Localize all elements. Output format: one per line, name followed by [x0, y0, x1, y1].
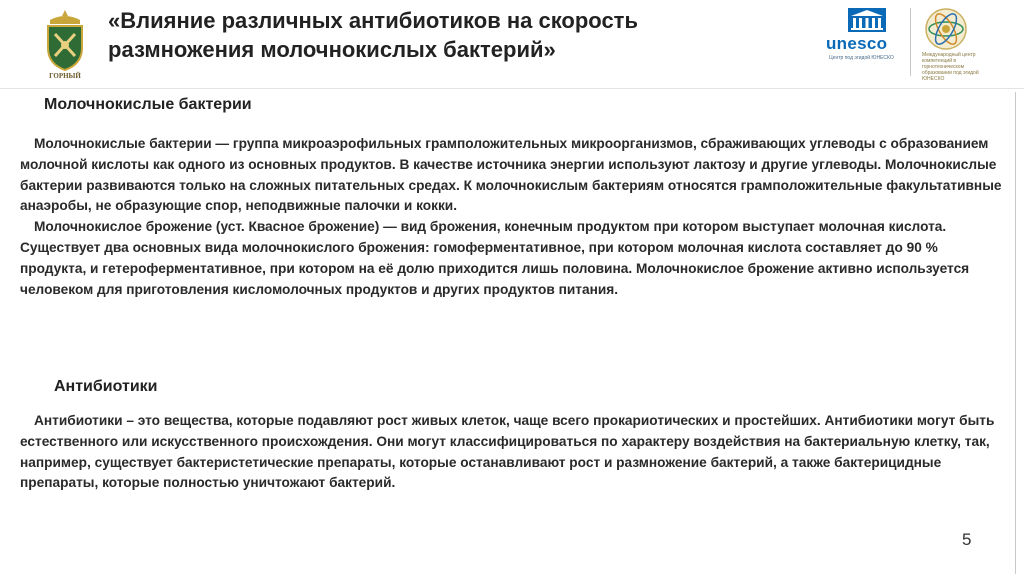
section-heading-bacteria: Молочнокислые бактерии [44, 96, 252, 113]
unesco-logo [826, 6, 908, 76]
mining-logo-caption: ГОРНЫЙ [49, 72, 81, 80]
unesco-wordmark: unesco [826, 34, 888, 53]
paragraph: Антибиотики – это вещества, которые подавляют рост живых клеток, чаще всего прокариотических и простейших. Антибиотики могут быть естественного или искусственного происхождения. Они могут классифицироваться по характеру воздействия на бактериальную клетку, так, например, существует бактеристетические препараты, которые останавливают рост и размножение бактерий, а также бактерицидные препараты, которые полностью уничтожают бактерий. [20, 413, 995, 491]
unesco-caption: Центр под эгидой ЮНЕСКО [829, 55, 894, 61]
mining-university-logo [40, 8, 90, 80]
page-number: 5 [962, 530, 972, 549]
logo-divider [910, 8, 911, 76]
atom-emblem-icon [918, 6, 974, 52]
page-title: «Влияние различных антибиотиков на скорость размножения молочнокислых бактерий» [108, 8, 638, 62]
right-border-line [1015, 92, 1016, 574]
section-heading-antibiotics: Антибиотики [54, 378, 158, 395]
antibiotics-text [20, 411, 1005, 494]
unesco-temple-icon [826, 6, 908, 34]
competence-centre-caption: Международный центр компетенций в горнотехническом образовании под эгидой ЮНЕСКО [922, 52, 979, 82]
paragraph: Молочнокислое брожение (уст. Квасное брожение) — вид брожения, конечным продуктом при котором выступает молочная кислота. Существует два основных вида молочнокислого брожения: гомоферментативное, при котором молочная кислота составляет до 90 % продукта, и гетероферментативное, при котором на её долю приходится лишь половина. Молочнокислое брожение активно используется человеком для приготовления кисломолочных продуктов и других продуктов питания. [20, 219, 970, 297]
header-divider [0, 88, 1024, 89]
bacteria-text [20, 134, 1005, 300]
slide-header [0, 0, 1024, 88]
paragraph: Молочнокислые бактерии — группа микроаэрофильных грамположительных микроорганизмов, сбраживающих углеводы с образованием молочной кислоты как одного из основных продуктов. В качестве источника энергии используют лактозу и другие углеводы. Молочнокислые бактерии развиваются только на сложных питательных средах. К молочнокислым бактериям относятся грамположительные факультативные анаэробы, не образующие спор, неподвижные палочки и кокки. [20, 136, 1002, 214]
